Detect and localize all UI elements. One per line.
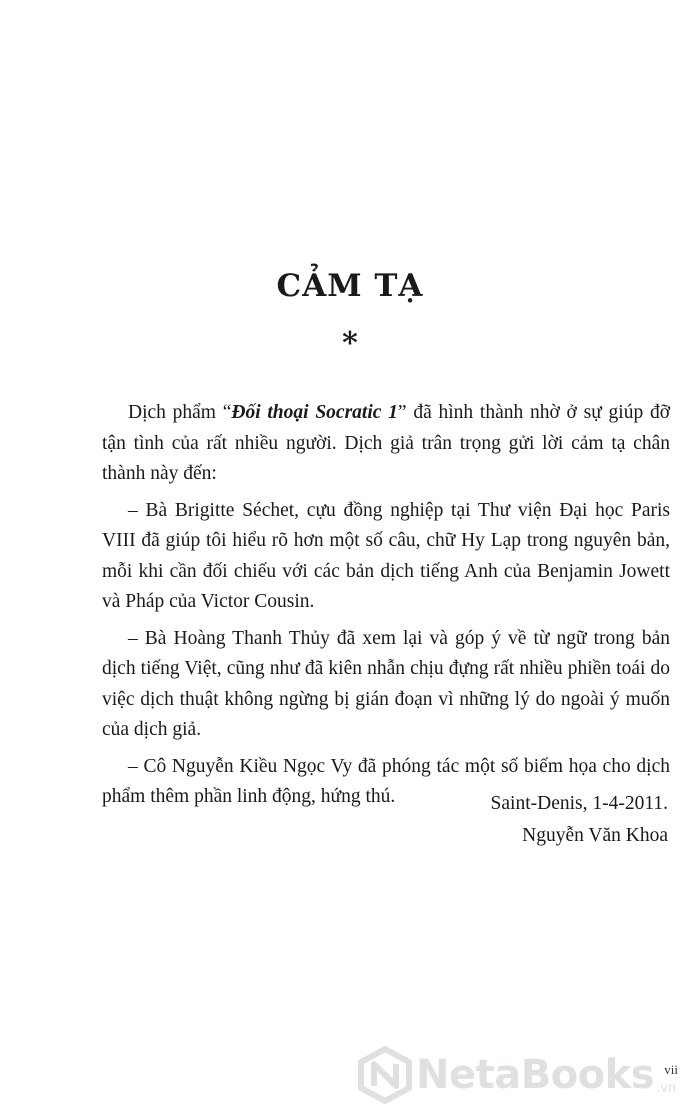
signature-block — [491, 788, 668, 852]
watermark-brand: NetaBooks — [416, 1052, 655, 1098]
section-ornament: * — [342, 326, 358, 361]
watermark-suffix: .vn — [656, 1081, 677, 1096]
paragraph-sechet: – Bà Brigitte Séchet, cựu đồng nghiệp tại Thư viện Đại học Paris VIII đã giúp tôi hiểu rõ hơn một số câu, chữ Hy Lạp trong nguyên bản, mỗi khi cần đối chiếu với các bản dịch tiếng Anh của Benjamin Jowett và Pháp của Victor Cousin. — [102, 499, 670, 612]
place-date: Saint-Denis, 1-4-2011. — [490, 793, 668, 814]
paragraph-intro — [102, 398, 670, 490]
author-name: Nguyễn Văn Khoa — [522, 825, 668, 846]
watermark — [358, 1046, 676, 1104]
page-number: vii — [664, 1062, 678, 1077]
acknowledgement-text — [102, 398, 670, 819]
paragraph-thuy: – Bà Hoàng Thanh Thủy đã xem lại và góp ý về từ ngữ trong bản dịch tiếng Việt, cũng như đã kiên nhẫn chịu đựng rất nhiều phiền toái do việc dịch thuật không ngừng bị gián đoạn vì những lý do ngoài ý muốn của dịch giả. — [102, 627, 670, 740]
page-title: CẢM TẠ — [276, 268, 424, 304]
paragraph-vy: – Cô Nguyễn Kiều Ngọc Vy đã phóng tác một số biếm họa cho dịch phẩm thêm phần linh động, hứng thú. — [102, 755, 670, 807]
book-title-emphasis: Đối thoại Socratic 1 — [231, 402, 398, 423]
intro-after: ” đã hình thành nhờ ở sự giúp đỡ tận tình của rất nhiều người. Dịch giả trân trọng gửi lời cảm tạ chân thành này đến: — [102, 402, 671, 484]
netabooks-logo-icon — [358, 1046, 412, 1104]
intro-before: Dịch phẩm “ — [128, 402, 232, 423]
